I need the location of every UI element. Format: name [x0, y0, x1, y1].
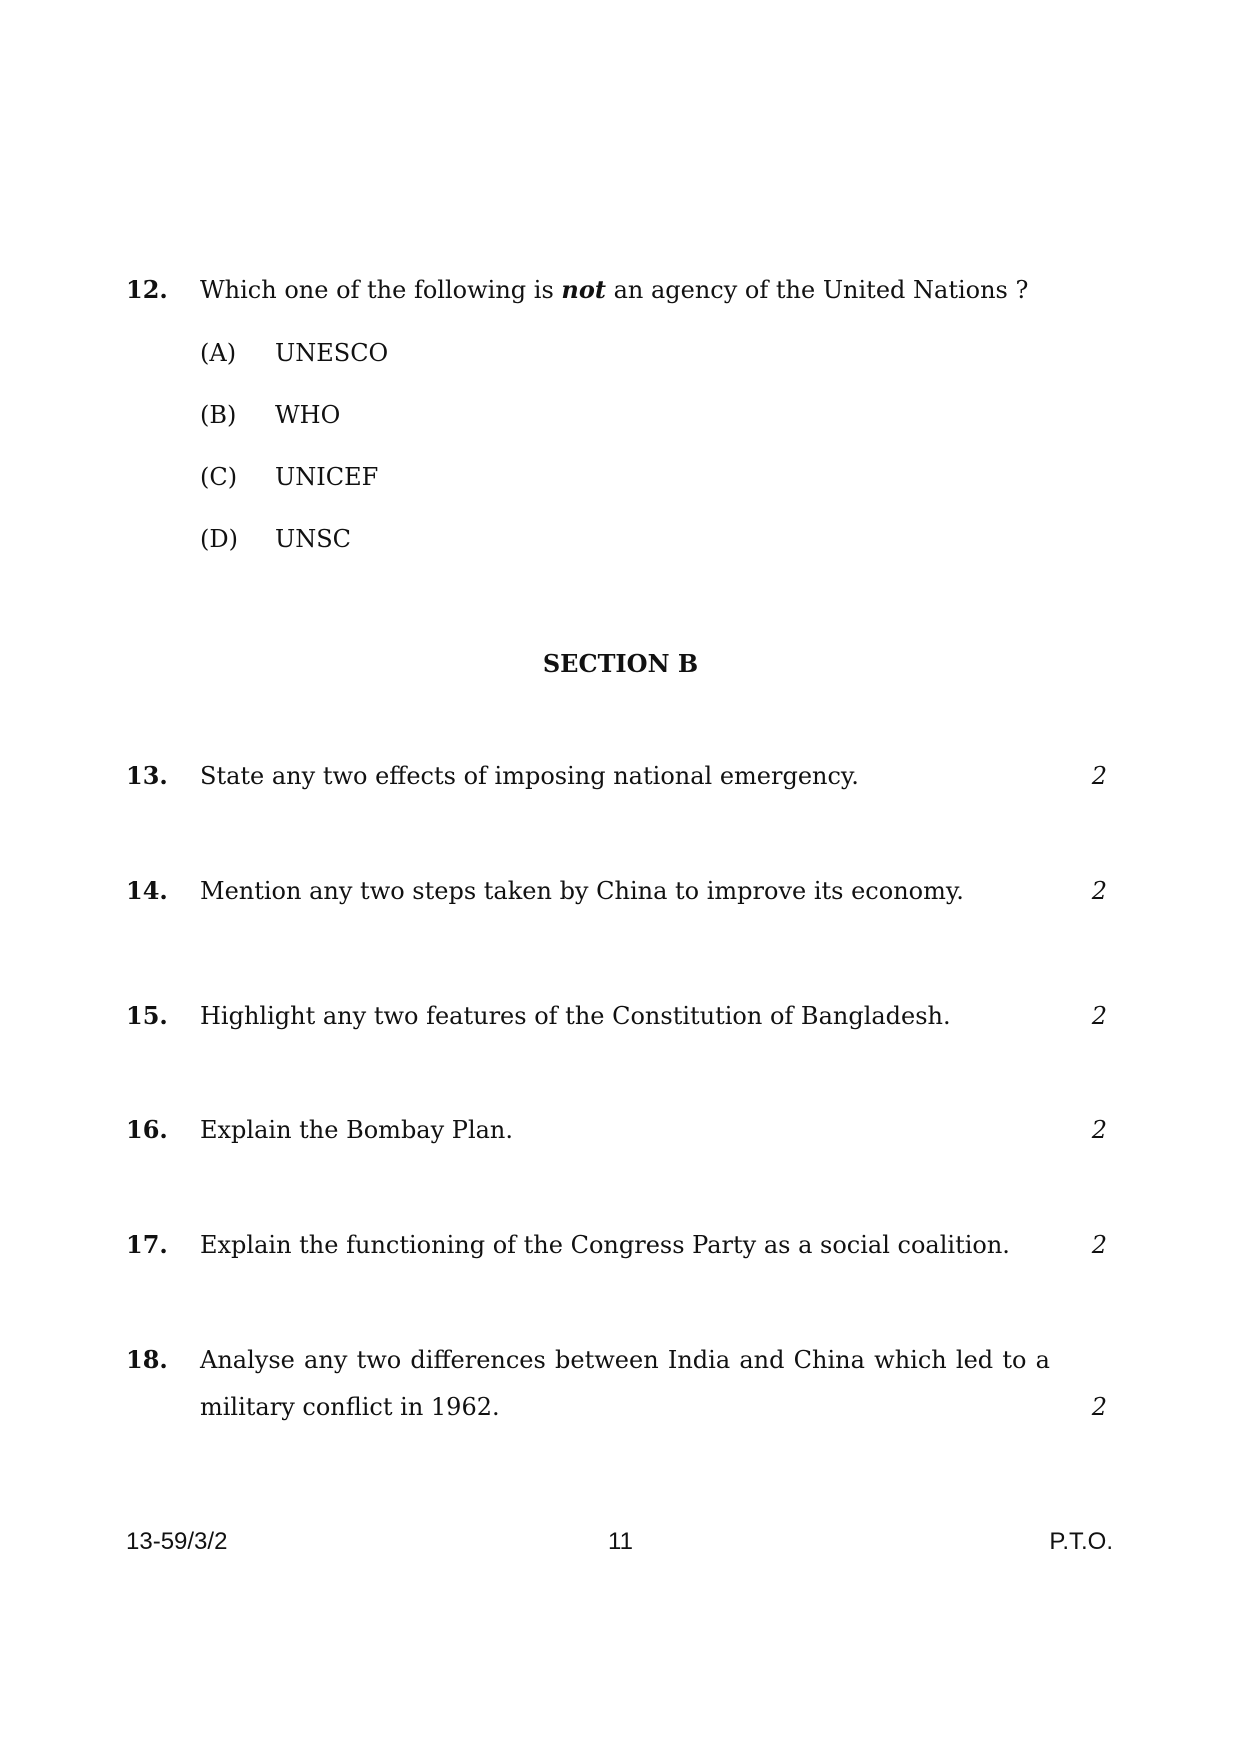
question-text-line-2: military conflict in 1962.: [200, 1393, 500, 1421]
option-text-c: UNICEF: [275, 463, 379, 491]
option-text-d: UNSC: [275, 525, 352, 553]
question-number: 15.: [126, 1001, 168, 1030]
option-label-b: (B): [200, 401, 237, 429]
question-marks: 2: [1091, 1002, 1107, 1030]
question-text: Mention any two steps taken by China to improve its economy.: [200, 877, 964, 905]
footer-page-number: 11: [608, 1528, 633, 1555]
question-text: State any two effects of imposing national emergency.: [200, 762, 859, 790]
question-text-line-1: Analyse any two differences between India and China which led to a: [200, 1346, 1050, 1374]
question-marks: 2: [1091, 762, 1107, 790]
section-heading: SECTION B: [542, 649, 699, 678]
question-marks: 2: [1091, 1116, 1107, 1144]
option-label-d: (D): [200, 525, 238, 553]
question-text: Which one of the following is not an agency of the United Nations ?: [200, 275, 1029, 304]
option-text-a: UNESCO: [275, 339, 389, 367]
question-marks: 2: [1091, 1393, 1107, 1421]
question-number: 18.: [126, 1345, 168, 1374]
question-number: 14.: [126, 876, 168, 905]
footer-code: 13-59/3/2: [126, 1528, 228, 1555]
question-number: 12.: [126, 275, 168, 304]
footer-pto: P.T.O.: [1049, 1528, 1113, 1555]
option-label-a: (A): [200, 339, 237, 367]
question-text: Explain the Bombay Plan.: [200, 1116, 514, 1144]
option-text-b: WHO: [275, 401, 341, 429]
question-text: Highlight any two features of the Constitution of Bangladesh.: [200, 1002, 951, 1030]
emphasis-not: not: [561, 275, 606, 304]
question-number: 13.: [126, 761, 168, 790]
question-text: Explain the functioning of the Congress Party as a social coalition.: [200, 1231, 1010, 1259]
question-marks: 2: [1091, 877, 1107, 905]
question-marks: 2: [1091, 1231, 1107, 1259]
option-label-c: (C): [200, 463, 238, 491]
question-number: 17.: [126, 1230, 168, 1259]
question-number: 16.: [126, 1115, 168, 1144]
